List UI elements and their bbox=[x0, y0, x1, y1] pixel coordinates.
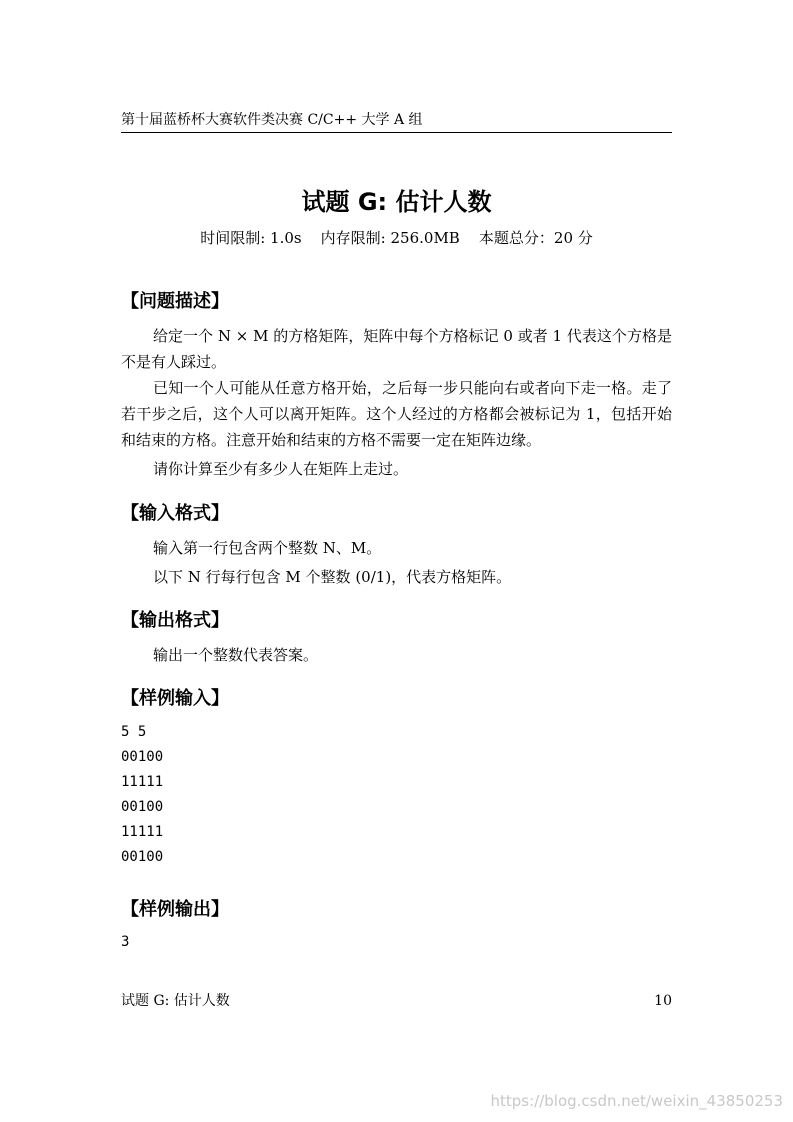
page-number: 10 bbox=[654, 993, 672, 1009]
sample-input-line: 11111 bbox=[121, 824, 164, 840]
input-paragraph-1: 输入第一行包含两个整数 N、M。 bbox=[153, 539, 382, 557]
section-heading-input: 【输入格式】 bbox=[121, 503, 229, 524]
sample-input-line: 5 5 bbox=[121, 724, 147, 740]
problem-title: 试题 G: 估计人数 bbox=[301, 188, 492, 216]
section-heading-sample-input: 【样例输入】 bbox=[121, 688, 229, 709]
page-footer-title: 试题 G: 估计人数 bbox=[121, 993, 230, 1009]
description-paragraph-2: 已知一个人可能从任意方格开始，之后每一步只能向右或者向下走一格。走了若干步之后，这个人可以离开矩阵。这个人经过的方格都会被标记为 1，包括开始和结束的方格。注意开始和结束的方格不需要一定在矩阵边缘。 bbox=[121, 379, 672, 449]
sample-input-line: 00100 bbox=[121, 799, 164, 815]
description-paragraph-3: 请你计算至少有多少人在矩阵上走过。 bbox=[153, 460, 409, 478]
sample-input-line: 00100 bbox=[121, 849, 164, 865]
problem-limits: 时间限制: 1.0s 内存限制: 256.0MB 本题总分：20 分 bbox=[200, 229, 593, 247]
output-paragraph-1: 输出一个整数代表答案。 bbox=[153, 646, 319, 664]
page-header: 第十届蓝桥杯大赛软件类决赛 C/C++ 大学 A 组 bbox=[121, 110, 672, 133]
section-heading-description: 【问题描述】 bbox=[121, 291, 229, 312]
description-paragraph-1: 给定一个 N × M 的方格矩阵，矩阵中每个方格标记 0 或者 1 代表这个方格是不是有人踩过。 bbox=[121, 327, 672, 371]
section-heading-sample-output: 【样例输出】 bbox=[121, 899, 229, 920]
watermark-url: https://blog.csdn.net/weixin_43850253 bbox=[490, 1092, 783, 1110]
sample-input-line: 11111 bbox=[121, 774, 164, 790]
input-paragraph-2: 以下 N 行每行包含 M 个整数 (0/1)，代表方格矩阵。 bbox=[153, 568, 512, 586]
sample-input-line: 00100 bbox=[121, 749, 164, 765]
sample-output-line: 3 bbox=[121, 934, 130, 950]
section-heading-output: 【输出格式】 bbox=[121, 610, 229, 631]
